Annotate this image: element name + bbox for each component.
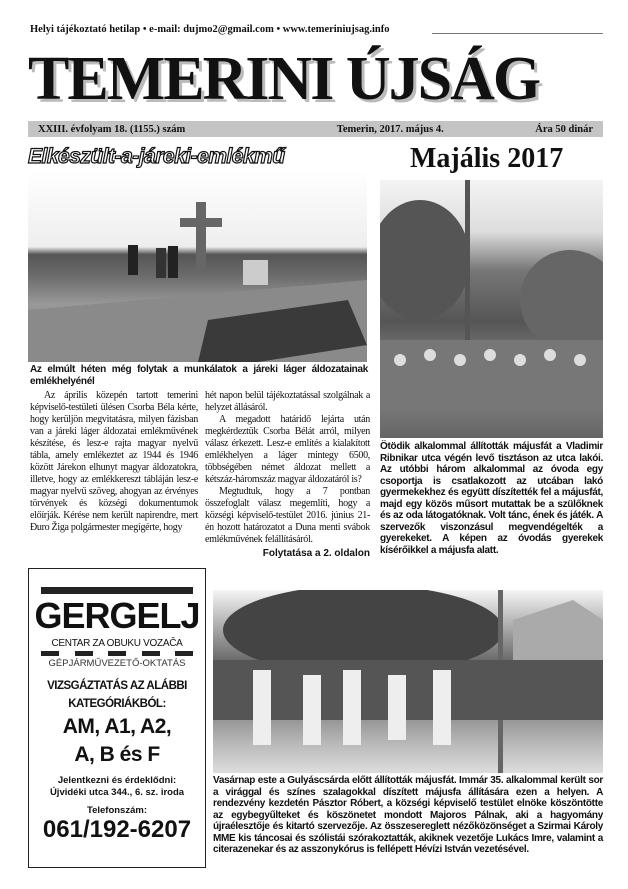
- article-column: [30, 390, 198, 534]
- ad-contact-line: Jelentkezni és érdeklődni:: [57, 775, 177, 786]
- ad-address: Újvidéki utca 344., 6. sz. iroda: [49, 787, 185, 798]
- photo-caption: Az elmúlt héten még folytak a munkálatok a járeki láger áldozatainak emlékhelyénél: [30, 364, 368, 387]
- ad-subtitle: CENTAR ZA OBUKU VOZAČA: [51, 638, 183, 649]
- price: Ára 50 dinár: [535, 123, 593, 135]
- photo-caption: Ötödik alkalommal állították májusfát a Vladimir Ribnikar utca végén levő tisztáson az utca lakói. Az utóbbi három alkalommal az óvoda egy csoportja is csatlakozott az utcában lakó gyermekekhez és együtt díszítették fel a májusfát, majd egy közös műsort mutattak be a szülőknek és az oda látogatóknak. Volt tánc, ének és játék. A szervezők viszonzásul megvendégelték a gyerekeket. A képen az óvodás gyerekek kísérőikkel a májusfa alatt.: [380, 441, 603, 556]
- memorial-construction-photo: [28, 170, 367, 362]
- article-headline: Elkészült-a-járeki-emlékmű: [28, 145, 285, 168]
- paragraph: A megadott határidő lejárta után megkérdeztük Csorba Bélát arról, milyen válasz érkezett. Lesz-e említés a kialakított emlékhelyen a láger mintegy 6500, többségében német áldozat mellett a kétszáz-háromszáz magyar áldozatáról is?: [205, 414, 370, 485]
- issue-info-bar: [28, 121, 603, 137]
- article-column: [205, 390, 370, 560]
- masthead-tagline: Helyi tájékoztató hetilap • e-mail: dujmo2@gmail.com • www.temeriniujsag.info: [30, 24, 390, 35]
- maypole-children-photo: [380, 180, 603, 438]
- maypole-dance-photo: [213, 590, 603, 773]
- paragraph: Megtudtuk, hogy a 7 pontban összefoglalt válasz megemlíti, hogy a községi képviselő-testület 2016. június 21-én hozott határozatot a Duna menti svábok emlékművének felállításáról.: [205, 486, 370, 545]
- paragraph: hét napon belül tájékoztatással szolgálnak a helyzet állásáról.: [205, 390, 370, 413]
- ad-subtitle-hu: GÉPJÁRMŰVEZETŐ-OKTATÁS: [48, 658, 186, 669]
- ad-categories-line: A, B és F: [74, 743, 160, 766]
- divider: [432, 33, 603, 34]
- ad-exam-text: [29, 677, 205, 713]
- paragraph: Az április közepén tartott temerini képviselő-testületi ülésen Csorba Béla kérte, hogy kerüljön megvitatásra, milyen fázisban van a járeki láger áldozatai emlékművének készítése, és lesz-e rajta magyar nyelvű tábla, amely emlékeztet az 1944 és 1946 között Járekon elhunyt magyar áldozatokra, illetve, hogy az emlékkereszt tábláján lesz-e magyar nyelvű szöveg, ahogyan az érvényes törvények és községi dokumentumok előírják. Kérése nem került napirendre, mert Đuro Žiga polgármester megígérte, hogy: [30, 390, 198, 533]
- ad-phone: 061/192-6207: [42, 816, 192, 843]
- ad-dashes: [41, 651, 193, 656]
- ad-categories: [29, 713, 205, 769]
- ad-exam-line: KATEGÓRIÁKBÓL:: [68, 698, 166, 710]
- newspaper-title: TEMERINI ÚJSÁG: [28, 45, 540, 113]
- ad-categories-line: AM, A1, A2,: [62, 715, 172, 738]
- issue-date: Temerin, 2017. május 4.: [336, 123, 444, 135]
- ad-phone-label: Telefonszám:: [86, 805, 147, 816]
- article-headline: Majális 2017: [410, 143, 564, 174]
- driving-school-ad: [28, 568, 206, 868]
- photo-caption: Vasárnap este a Gulyáscsárda előtt állították májusfát. Immár 35. alkalommal került sor a virággal és színes szalagokkal díszített májusfa állítására ezen a helyen. A rendezvény kezdetén Pásztor Róbert, a községi képviselő testület elnöke köszöntötte az egybegyűlteket és köszönetet mondott Majoros Pálnak, aki a hagyomány újraélesztője és kitartó szervezője. Az összesereglett nézőközönséget a Szirmai Károly MME kis táncosai és szólistái szórakoztatták, akiknek vezetője Lukács Imre, valamint a citerazenekar és az asszonykórus is fellépett Hévízi István vezetésével.: [213, 775, 603, 855]
- ad-exam-line: VIZSGÁZTATÁS AZ ALÁBBI: [47, 680, 187, 692]
- ad-bar: [41, 587, 193, 594]
- ad-brand: GERGELJ: [34, 595, 200, 636]
- ad-contact: [29, 775, 205, 799]
- issue-number: XXIII. évfolyam 18. (1155.) szám: [38, 123, 186, 135]
- continued-link[interactable]: Folytatása a 2. oldalon: [262, 548, 370, 559]
